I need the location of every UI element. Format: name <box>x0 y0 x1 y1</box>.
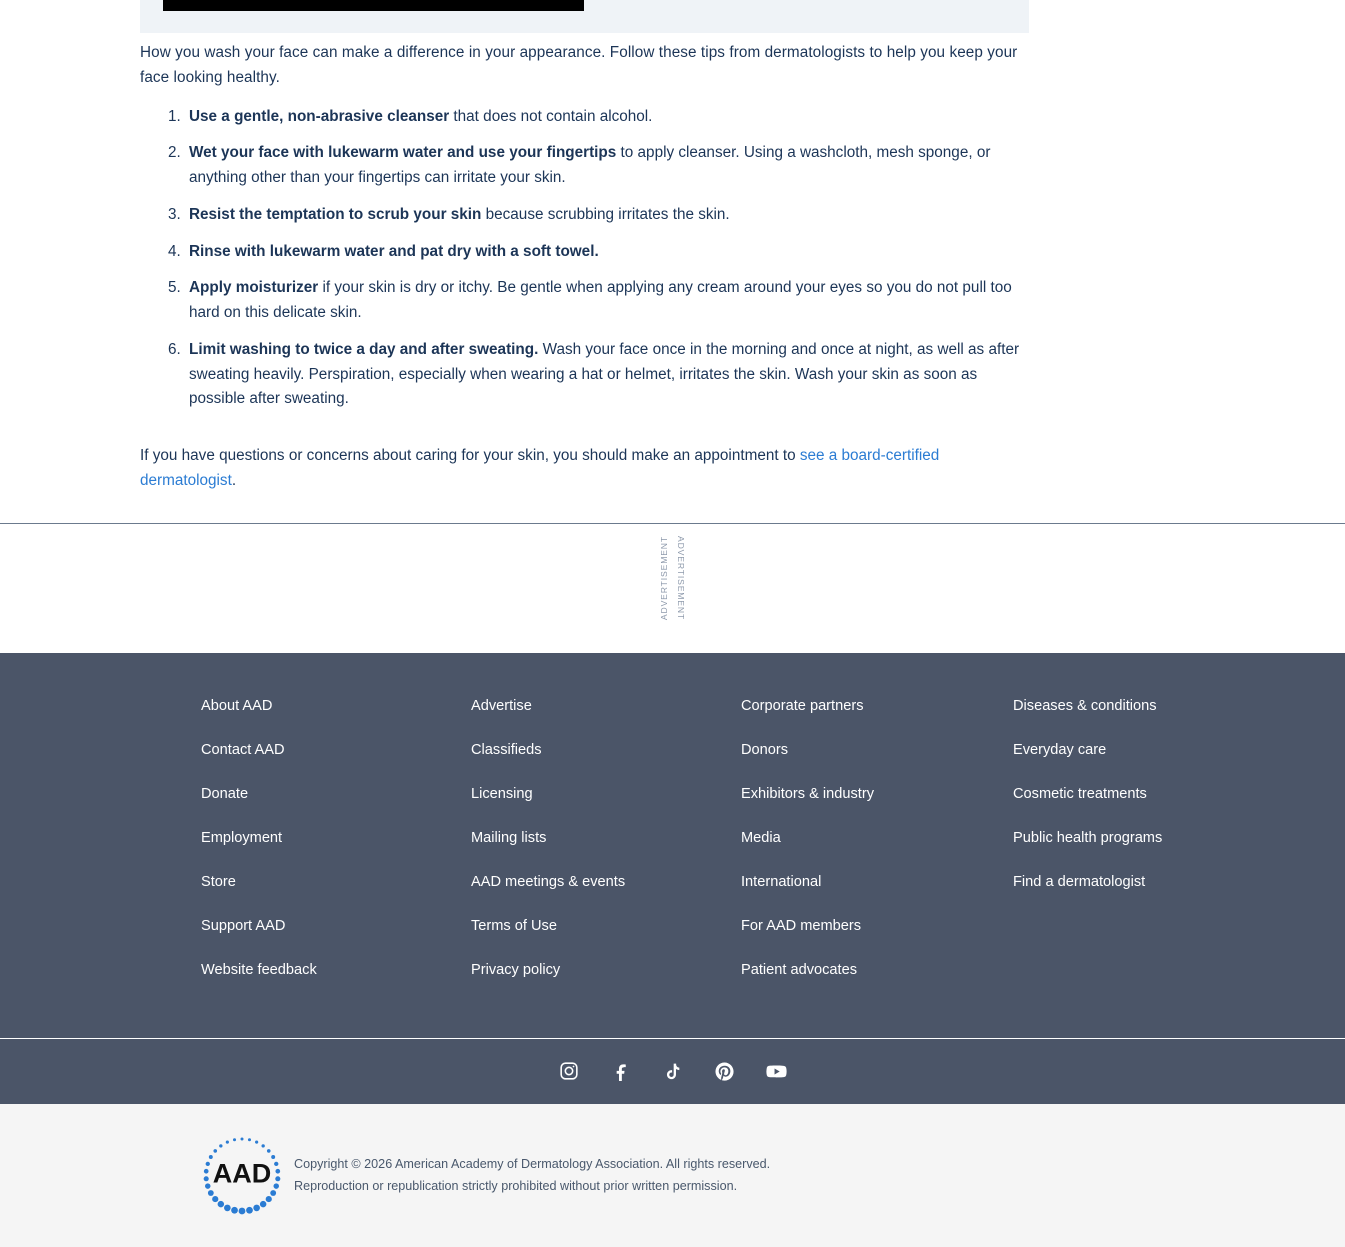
footer-link-patient-advocates[interactable]: Patient advocates <box>741 962 858 979</box>
advertisement-label-right: ADVERTISEMENT <box>676 535 687 620</box>
footer-link-diseases-conditions[interactable]: Diseases & conditions <box>1013 697 1157 714</box>
youtube-icon[interactable] <box>764 1058 790 1084</box>
footer-link-licensing[interactable]: Licensing <box>471 785 533 802</box>
closing-text-before-link: If you have questions or concerns about caring for your skin, you should make an appointment to <box>140 447 800 465</box>
list-item <box>185 240 1029 265</box>
footer-link-donate[interactable]: Donate <box>201 785 249 802</box>
footer-link-public-health-programs[interactable]: Public health programs <box>1013 830 1163 846</box>
list-item <box>185 105 1029 130</box>
tip-heading: Wet your face with lukewarm water and use your fingertips <box>189 144 617 162</box>
footer-link-advertise[interactable]: Advertise <box>471 697 532 714</box>
closing-text-after-link: . <box>231 471 237 489</box>
video-player-bar[interactable] <box>163 0 584 11</box>
tip-body: because scrubbing irritates the skin. <box>481 205 730 223</box>
copyright-text <box>294 1153 770 1197</box>
copyright-line-1: Copyright © 2026 American Academy of Dermatology Association. All rights reserved. <box>294 1157 771 1172</box>
footer-link-find-a-dermatologist[interactable]: Find a dermatologist <box>1013 874 1146 891</box>
social-links-bar <box>0 1039 1345 1104</box>
article-intro-paragraph: How you wash your face can make a difference in your appearance. Follow these tips from dermatologists to help you keep your face looking healthy. <box>140 44 1018 86</box>
footer-link-for-aad-members[interactable]: For AAD members <box>741 918 862 935</box>
footer-column-business <box>471 699 741 978</box>
tip-heading: Limit washing to twice a day and after sweating. <box>189 340 539 358</box>
footer-column-partners <box>741 699 1013 978</box>
footer-link-exhibitors-industry[interactable]: Exhibitors & industry <box>741 785 875 802</box>
tip-body: that does not contain alcohol. <box>449 107 653 125</box>
footer-link-donors[interactable]: Donors <box>741 741 789 758</box>
list-item <box>185 141 1029 191</box>
footer-link-cosmetic-treatments[interactable]: Cosmetic treatments <box>1013 785 1147 802</box>
article-body <box>0 0 1345 494</box>
footer-link-classifieds[interactable]: Classifieds <box>471 741 542 758</box>
footer-link-mailing-lists[interactable]: Mailing lists <box>471 830 547 846</box>
advertisement-label-left: ADVERTISEMENT <box>658 535 669 620</box>
footer-column-public <box>1013 699 1201 978</box>
pinterest-icon[interactable] <box>712 1058 738 1084</box>
facebook-icon[interactable] <box>608 1058 634 1084</box>
footer-link-employment[interactable]: Employment <box>201 830 283 846</box>
footer-link-media[interactable]: Media <box>741 830 781 846</box>
tip-body: if your skin is dry or itchy. Be gentle when applying any cream around your eyes so you do not pull too hard on this delicate skin. <box>189 279 1012 322</box>
footer-link-everyday-care[interactable]: Everyday care <box>1013 741 1107 758</box>
footer-link-store[interactable]: Store <box>201 874 236 891</box>
footer-link-support-aad[interactable]: Support AAD <box>201 918 286 935</box>
footer-column-about <box>201 699 471 978</box>
list-item <box>185 203 1029 228</box>
copyright-bar <box>0 1104 1345 1247</box>
face-washing-tips-list <box>140 105 1029 413</box>
tiktok-icon[interactable] <box>660 1058 686 1084</box>
find-dermatologist-link[interactable]: see a board-certified dermatologist <box>140 447 940 489</box>
footer-link-terms-of-use[interactable]: Terms of Use <box>471 918 557 935</box>
footer-link-about-aad[interactable]: About AAD <box>201 697 273 714</box>
list-item <box>185 338 1029 412</box>
footer-link-privacy-policy[interactable]: Privacy policy <box>471 962 561 979</box>
article-closing-paragraph <box>140 444 1029 494</box>
tip-heading: Apply moisturizer <box>189 279 319 297</box>
instagram-icon[interactable] <box>556 1058 582 1084</box>
footer-link-aad-meetings-events[interactable]: AAD meetings & events <box>471 874 626 891</box>
tip-heading: Rinse with lukewarm water and pat dry with a soft towel. <box>189 242 599 260</box>
list-item <box>185 276 1029 326</box>
media-panel <box>140 0 1029 33</box>
footer-link-contact-aad[interactable]: Contact AAD <box>201 741 285 758</box>
tip-heading: Resist the temptation to scrub your skin <box>189 205 482 223</box>
tip-heading: Use a gentle, non-abrasive cleanser <box>189 107 450 125</box>
advertisement-slot <box>0 524 1345 653</box>
tip-body: to apply cleanser. Using a washcloth, mesh sponge, or anything other than your fingertips can irritate your skin. <box>189 144 991 187</box>
footer-link-corporate-partners[interactable]: Corporate partners <box>741 697 864 714</box>
aad-logo <box>198 1131 286 1219</box>
tip-body: Wash your face once in the morning and once at night, as well as after sweating heavily. Perspiration, especially when wearing a hat or helmet, irritates the skin. Wash your skin as soon as possible after sweating. <box>189 340 1020 408</box>
site-footer <box>0 653 1345 1038</box>
footer-link-website-feedback[interactable]: Website feedback <box>201 962 317 979</box>
copyright-line-2: Reproduction or republication strictly prohibited without prior written permission. <box>294 1179 738 1194</box>
footer-link-international[interactable]: International <box>741 874 822 891</box>
aad-logo-text: AAD <box>212 1158 272 1189</box>
